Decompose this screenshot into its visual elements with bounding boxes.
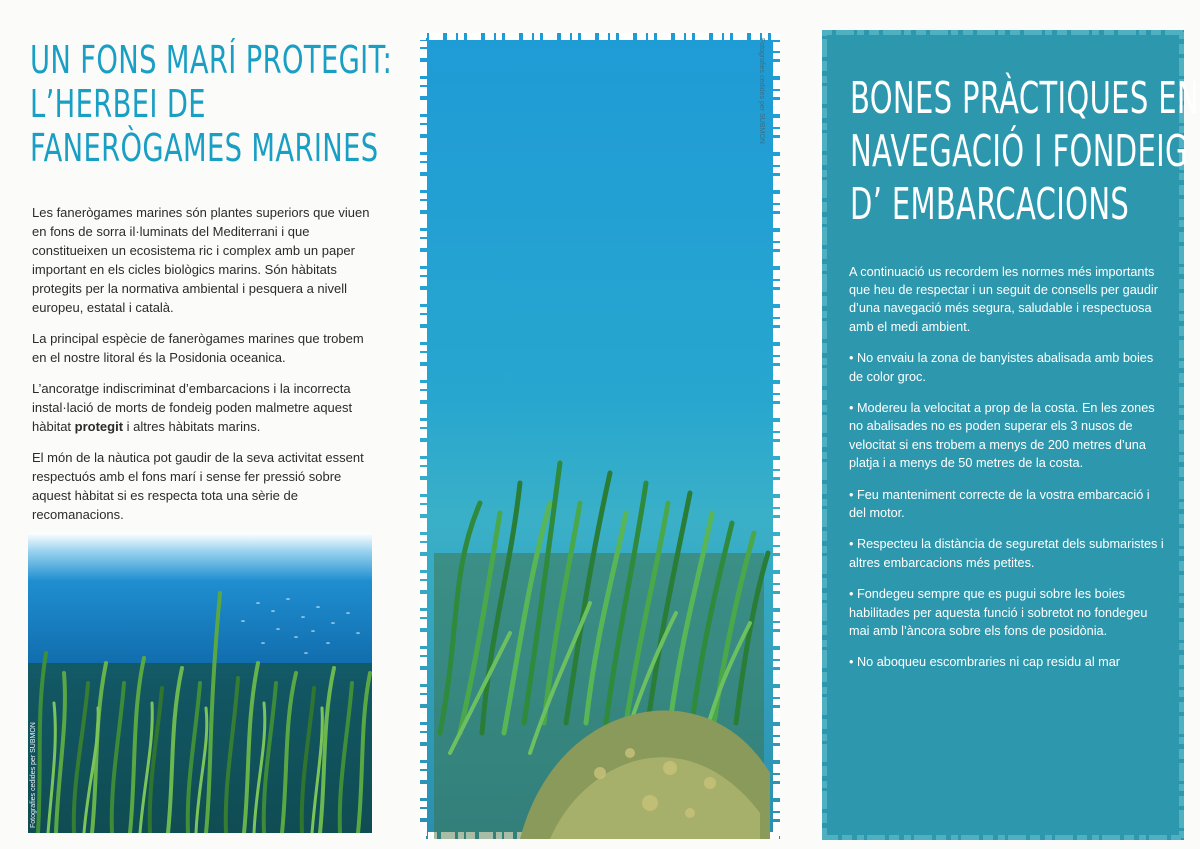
left-paragraph-text: i altres hàbitats marins. [123,419,261,434]
seagrass-underwater-image [420,33,780,839]
practice-item: • No aboqueu escombraries ni cap residu al mar [849,655,1121,670]
left-title-line: FANERÒGAMES MARINES [30,126,379,170]
left-paragraph-bold: protegit [74,419,124,434]
seagrass-meadow-image [28,533,372,833]
right-title-line: NAVEGACIÓ I FONDEIG [850,126,1188,177]
left-column [0,0,400,849]
left-title-line: L’HERBEI DE [30,82,206,126]
left-title-line: UN FONS MARÍ PROTEGIT: [30,38,393,82]
left-paragraph [32,379,372,436]
practice-item: • Respecteu la distància de seguretat dels submaristes i altres embarcacions més petites. [849,537,1164,570]
practice-item: • Modereu la velocitat a prop de la costa. En les zones no abalisades no es poden superar els 3 nusos de velocitat si ens trobem a menys de 200 metres d’una platja i a menys de 50 metres de la costa. [849,401,1155,470]
practice-item: • No envaiu la zona de banyistes abalisada amb boies de color groc. [849,351,1154,384]
left-paragraph: El món de la nàutica pot gaudir de la seva activitat essent respectuós amb el fons marí i sense fer pressió sobre aquest hàbitat si es respecta tota una sèrie de recomanacions. [32,450,364,522]
right-title-line: BONES PRÀCTIQUES EN [850,73,1199,124]
left-title [30,38,393,170]
seagrass-photo-left [28,533,372,833]
left-body [32,203,372,536]
left-paragraph: La principal espècie de fanerògames marines que trobem en el nostre litoral és la Posidonia oceanica. [32,331,364,365]
right-body [849,263,1167,685]
photo-credit-middle: Fotografies cedides per SUBMON [758,38,765,144]
practice-item: • Fondegeu sempre que es pugui sobre les boies habilitades per aquesta funció i sobretot no fondegeu mai amb l’àncora sobre els fons de posidònia. [849,587,1148,638]
seagrass-photo-middle [420,33,780,839]
left-paragraph-text: L’ancoratge indiscriminat d’embarcacions i la incorrecta instal·lació de morts de fondeig poden malmetre aquest hàbitat [32,381,353,434]
practice-item: • Feu manteniment correcte de la vostra embarcació i del motor. [849,487,1150,520]
right-intro: A continuació us recordem les normes més importants que heu de respectar i un seguit de consells per gaudir d’una navegació més segura, saludable i respectuosa amb el medi ambient. [849,265,1158,334]
right-title-line: D’ EMBARCACIONS [850,179,1130,230]
left-paragraph: Les fanerògames marines són plantes superiors que viuen en fons de sorra il·luminats del Mediterrani i que constitueixen un ecosistema ric i complex amb un paper important en els cicles biològics marins. Són hàbitats protegits per la normativa ambiental i pesquera a nivell europeu, estatal i català. [32,205,370,315]
right-title [850,72,1199,231]
photo-credit-left: Fotografies cedides per SUBMON [30,722,37,828]
